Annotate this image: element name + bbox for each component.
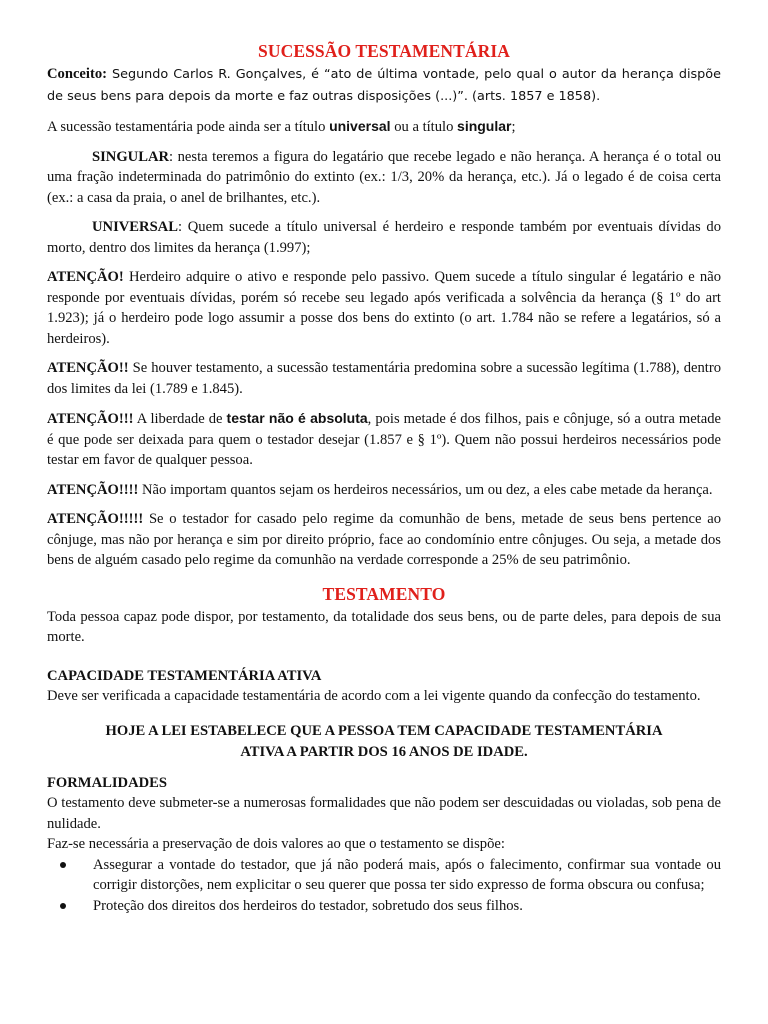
concept-paragraph (47, 64, 721, 107)
formalidades-heading: FORMALIDADES (47, 774, 167, 791)
attention-text-5: Se o testador for casado pelo regime da comunhão de bens, metade de seus bens pertence ao cônjuge, mas não por herança e sim por direito próprio, face ao condomínio entre cônjuges. Ou seja, a metade dos bens de alguém casado pelo regime da comunhão na verdade corresponde a 25% de seu patrimônio. (47, 511, 721, 568)
intro-text-mid: ou a título (390, 119, 458, 135)
attention-paragraph-5 (47, 509, 721, 571)
list-item (47, 896, 721, 917)
intro-universal: universal (329, 118, 391, 134)
attention-label-4: ATENÇÃO!!!! (47, 481, 139, 498)
bullet-icon (60, 862, 66, 868)
list-item-text: Assegurar a vontade do testador, que já não poderá mais, após o falecimento, confirmar sua vontade ou corrigir distorções, nem explicitar o seu querer que possa ter sido expresso de forma obscura ou confusa; (93, 856, 721, 893)
capacidade-heading: CAPACIDADE TESTAMENTÁRIA ATIVA (47, 667, 322, 684)
formalidades-paragraph-2: Faz-se necessária a preservação de dois valores ao que o testamento se dispõe: (47, 836, 505, 852)
list-item (47, 855, 721, 896)
capacidade-highlight (47, 721, 721, 763)
testamento-paragraph: Toda pessoa capaz pode dispor, por testamento, da totalidade dos seus bens, ou de parte deles, para depois de sua morte. (47, 608, 721, 645)
singular-paragraph (47, 147, 721, 209)
document-page (47, 40, 721, 916)
universal-label: UNIVERSAL (92, 219, 178, 235)
capacidade-highlight-line-2: ATIVA A PARTIR DOS 16 ANOS DE IDADE. (240, 743, 528, 760)
attention-label-2: ATENÇÃO!! (47, 360, 129, 376)
formalidades-paragraph-1: O testamento deve submeter-se a numerosas formalidades que não podem ser descuidadas ou violadas, sob pena de nulidade. (47, 795, 721, 832)
intro-text-before: A sucessão testamentária pode ainda ser a título (47, 119, 330, 135)
concept-text: Segundo Carlos R. Gonçalves, é “ato de última vontade, pelo qual o autor da herança dispõe de seus bens para depois da morte e faz outras disposições (...)”. (arts. 1857 e 1858). (47, 67, 721, 104)
list-item-text: Proteção dos direitos dos herdeiros do testador, sobretudo dos seus filhos. (93, 897, 523, 914)
attention-paragraph-3 (47, 408, 721, 471)
attention-paragraph-4 (47, 480, 721, 501)
intro-singular: singular (457, 118, 512, 134)
bullet-icon (60, 903, 66, 909)
attention-text-1: Herdeiro adquire o ativo e responde pelo passivo. Quem sucede a título singular é legatário e não responde por eventuais dívidas, porém só recebe seu legado após verificada a solvência da herança (§ 1º do art 1.923); já o herdeiro pode logo assumir a posse dos bens do extinto (o art. 1.784 não se refere a legatários, só a herdeiros). (47, 269, 721, 347)
attention-emphasis-3: testar não é absoluta (226, 410, 368, 426)
attention-paragraph-1 (47, 267, 721, 349)
attention-label-1: ATENÇÃO! (47, 269, 124, 285)
universal-paragraph (47, 217, 721, 258)
attention-text-3-after: , pois metade é dos filhos, pais e cônjuge, só a outra metade é que pode ser deixada para quem o testador desejar (1.857 e § 1º). Quem não possui herdeiros necessários pode testar em favor de qualquer pessoa. (47, 411, 721, 468)
concept-label: Conceito: (47, 66, 107, 82)
attention-label-5: ATENÇÃO!!!!! (47, 511, 144, 527)
capacidade-highlight-line-1: HOJE A LEI ESTABELECE QUE A PESSOA TEM CAPACIDADE TESTAMENTÁRIA (105, 722, 663, 739)
attention-paragraph-2 (47, 358, 721, 399)
formalidades-list (47, 855, 721, 917)
attention-text-3-before: A liberdade de (133, 411, 227, 427)
document-title: SUCESSÃO TESTAMENTÁRIA (258, 41, 510, 61)
singular-text: : nesta teremos a figura do legatário que recebe legado e não herança. A herança é o total ou uma fração indeterminada do patrimônio do extinto (ex.: 1/3, 20% da herança, etc.). Já o legado é de coisa certa (ex.: a casa da praia, o anel de brilhantes, etc.). (47, 148, 721, 206)
capacidade-paragraph: Deve ser verificada a capacidade testamentária de acordo com a lei vigente quando da confecção do testamento. (47, 688, 701, 704)
attention-text-2: Se houver testamento, a sucessão testamentária predomina sobre a sucessão legítima (1.788), dentro dos limites da lei (1.789 e 1.845). (47, 360, 721, 397)
universal-text: : Quem sucede a título universal é herdeiro e responde também por eventuais dívidas do morto, dentro dos limites da herança (1.997); (47, 219, 721, 256)
intro-text-after: ; (511, 119, 516, 135)
singular-label: SINGULAR (92, 148, 170, 165)
intro-paragraph (47, 116, 721, 138)
attention-label-3: ATENÇÃO!!! (47, 411, 134, 427)
attention-text-4: Não importam quantos sejam os herdeiros necessários, um ou dez, a eles cabe metade da herança. (138, 481, 713, 498)
testamento-title: TESTAMENTO (322, 583, 446, 604)
